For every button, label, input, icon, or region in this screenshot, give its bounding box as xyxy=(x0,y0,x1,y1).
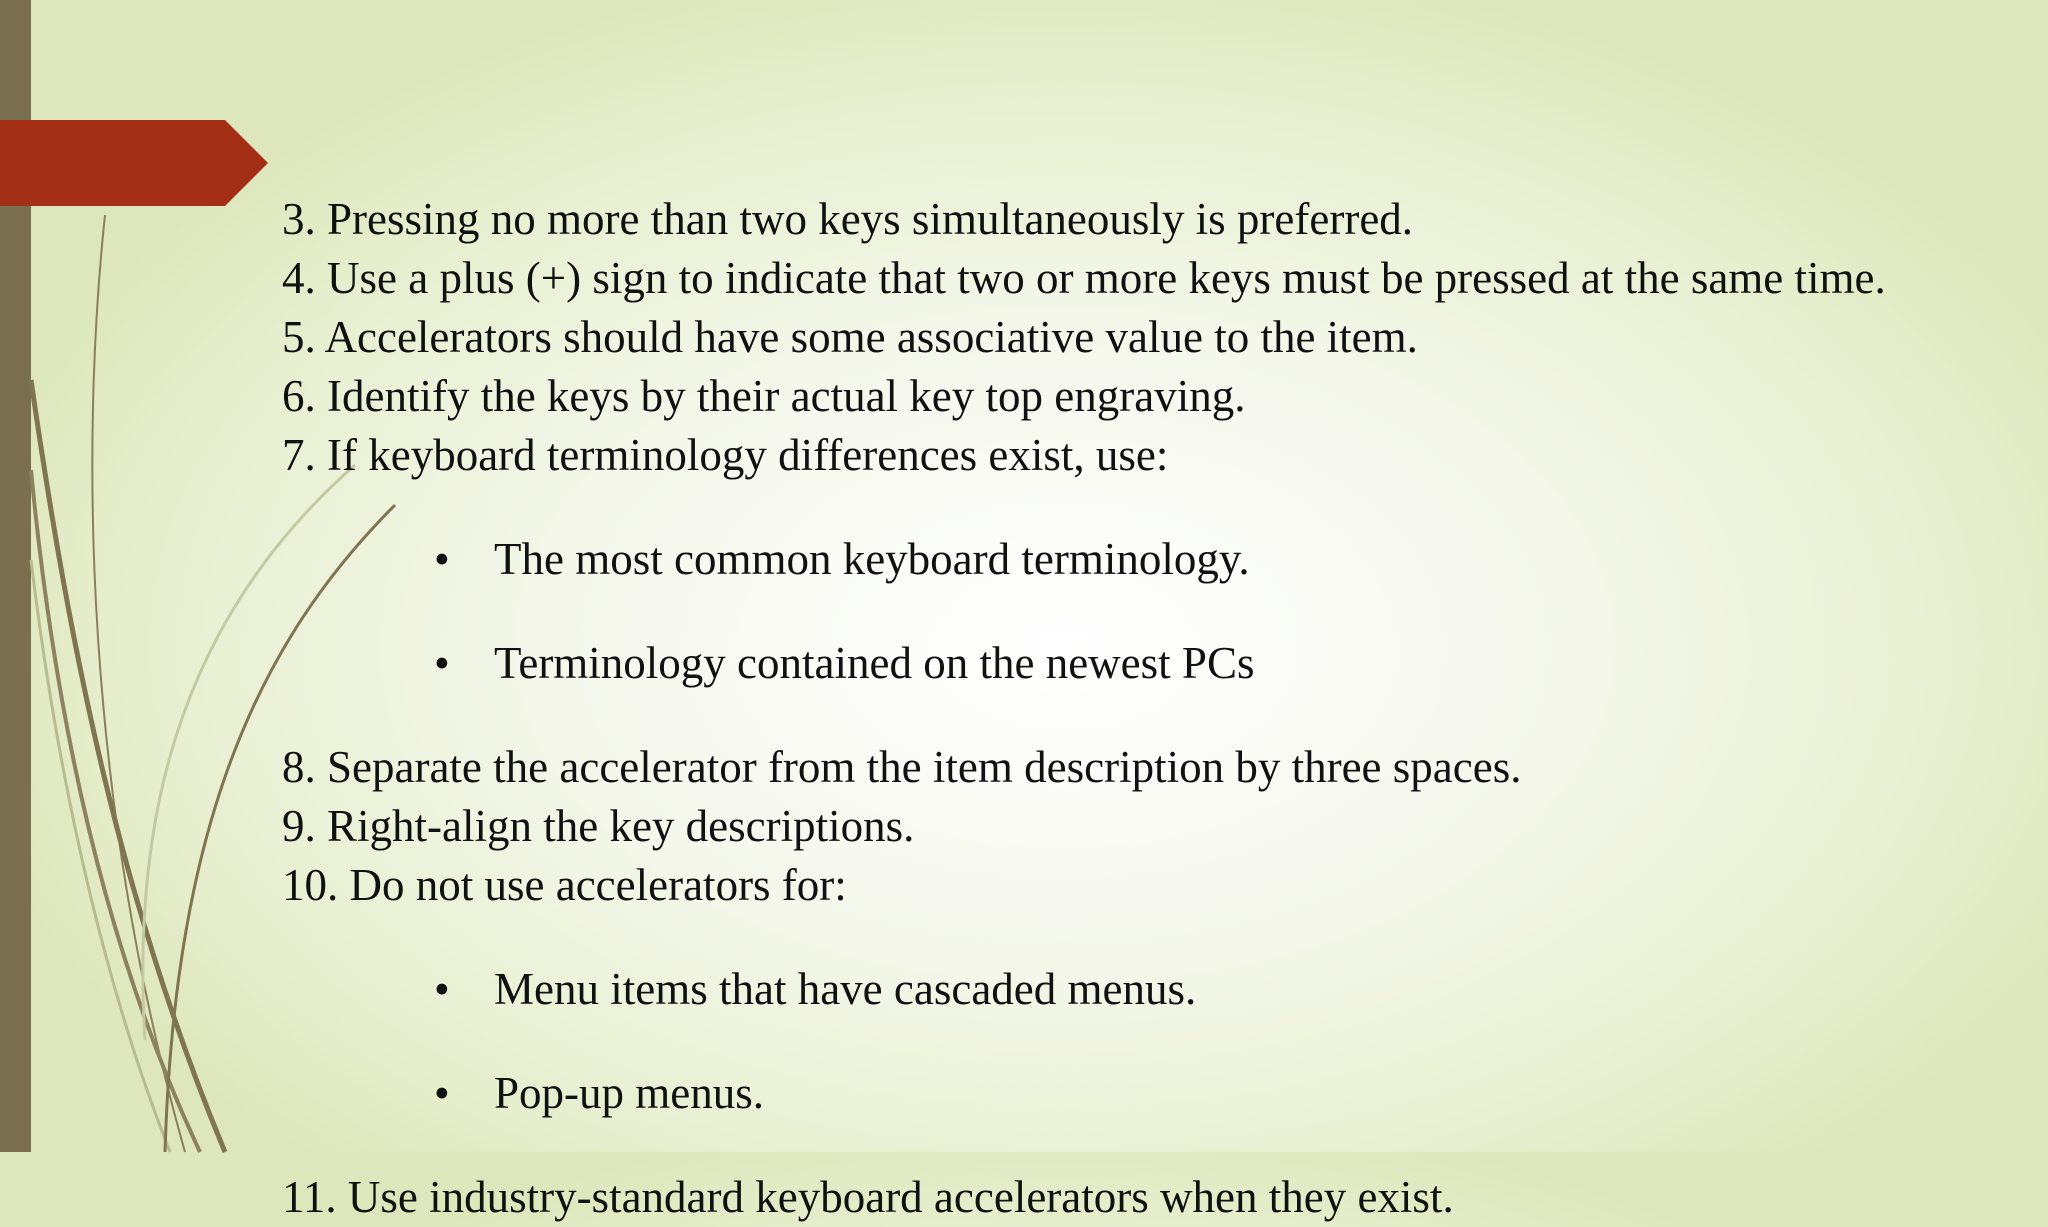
decor-curve-4 xyxy=(31,560,170,1152)
decor-curve-3 xyxy=(31,470,200,1152)
decor-curve-2 xyxy=(31,380,225,1152)
list-item-6: 6. Identify the keys by their actual key top engraving. xyxy=(282,371,1246,421)
title-accent-arrow xyxy=(0,120,268,206)
list-item-11: 11. Use industry-standard keyboard accelerators when they exist. xyxy=(282,1172,1454,1222)
list-item-7: 7. If keyboard terminology differences exist, use: xyxy=(282,430,1169,480)
sub-bullet-item xyxy=(282,1064,2002,1123)
bullet-dot: • xyxy=(434,638,450,688)
sub-bullet-item xyxy=(282,530,2002,589)
sub-bullet-text: Terminology contained on the newest PCs xyxy=(494,638,1255,688)
sub-bullet-item xyxy=(282,634,2002,693)
sub-bullet-text: The most common keyboard terminology. xyxy=(494,534,1250,584)
list-item-5: 5. Accelerators should have some associative value to the item. xyxy=(282,312,1418,362)
bullet-dot: • xyxy=(434,1068,450,1118)
slide-body xyxy=(282,190,2002,1227)
sub-bullet-item xyxy=(282,960,2002,1019)
list-item-9: 9. Right-align the key descriptions. xyxy=(282,801,915,851)
list-item-3: 3. Pressing no more than two keys simultaneously is preferred. xyxy=(282,194,1414,244)
bullet-dot: • xyxy=(434,534,450,584)
bullet-dot: • xyxy=(434,964,450,1014)
list-item-8: 8. Separate the accelerator from the item description by three spaces. xyxy=(282,742,1522,792)
sub-bullet-text: Pop-up menus. xyxy=(494,1068,764,1118)
list-item-10: 10. Do not use accelerators for: xyxy=(282,860,847,910)
sub-bullet-text: Menu items that have cascaded menus. xyxy=(494,964,1197,1014)
decor-curve-1 xyxy=(92,215,185,1152)
list-item-4: 4. Use a plus (+) sign to indicate that two or more keys must be pressed at the same time. xyxy=(282,253,1886,303)
